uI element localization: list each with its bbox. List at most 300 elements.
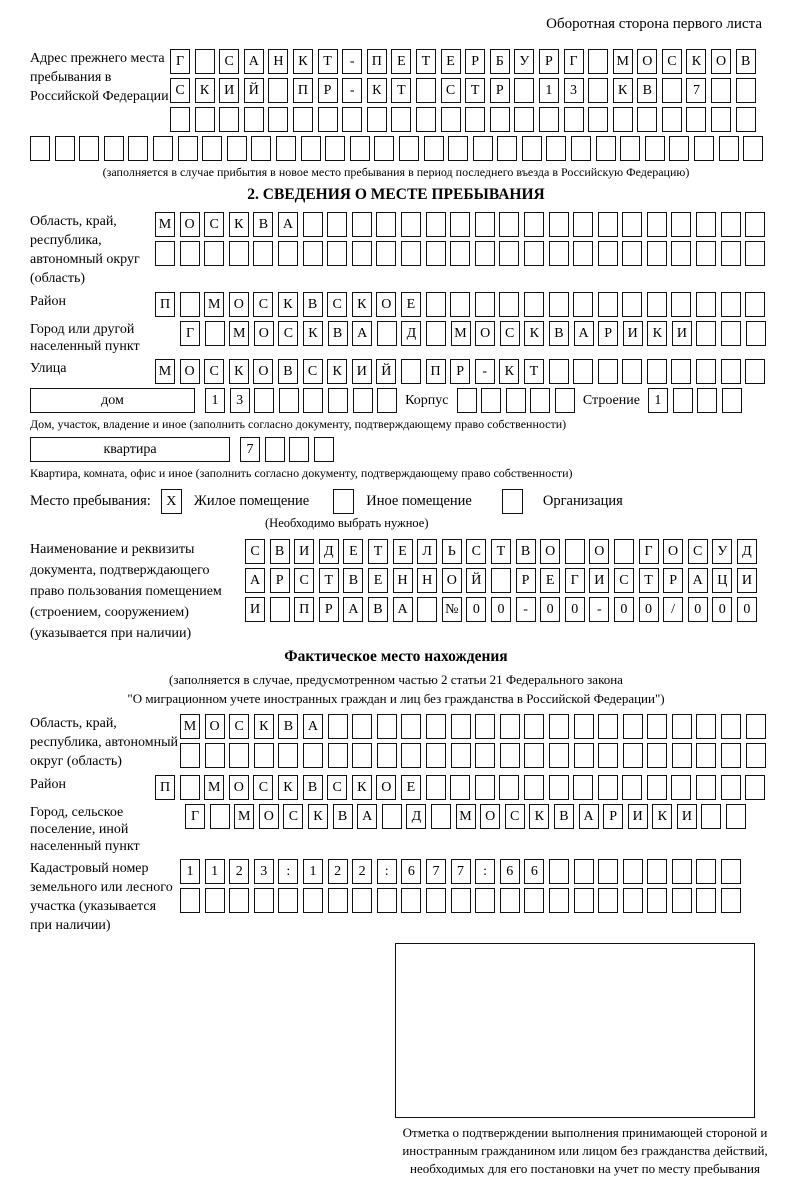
char-cell: С	[327, 292, 347, 317]
char-cell: И	[352, 359, 372, 384]
prev-address-block	[30, 49, 762, 132]
house-caption: Дом, участок, владение и иное (заполнить согласно документу, подтверждающему право собственности)	[30, 417, 567, 431]
char-cell: С	[170, 78, 190, 103]
char-cell: С	[219, 49, 239, 74]
char-cell: Р	[663, 568, 683, 593]
char-cell	[671, 775, 691, 800]
char-cell: К	[613, 78, 633, 103]
prev-address-label: Адрес прежнего места пребывания в Российской Федерации	[30, 51, 169, 104]
char-cell: О	[254, 321, 274, 346]
char-cell	[721, 714, 741, 739]
city-label: Город или другой населенный пункт	[30, 322, 140, 354]
char-cell	[721, 743, 741, 768]
char-cell	[669, 136, 689, 161]
char-cell: 0	[540, 597, 560, 622]
region-row-1	[155, 212, 765, 237]
fact-region-grid	[180, 714, 766, 768]
char-cell: М	[155, 359, 175, 384]
char-cell: К	[529, 804, 549, 829]
char-cell: В	[303, 775, 323, 800]
char-cell: В	[303, 292, 323, 317]
section2-title: 2. СВЕДЕНИЯ О МЕСТЕ ПРЕБЫВАНИЯ	[247, 186, 545, 203]
char-cell	[524, 775, 544, 800]
char-cell	[374, 136, 394, 161]
char-cell: 7	[451, 859, 471, 884]
cadastre-block	[30, 859, 762, 935]
char-cell: -	[342, 78, 362, 103]
stay-type-row	[30, 489, 762, 514]
char-cell	[178, 136, 198, 161]
char-cell	[499, 775, 519, 800]
char-cell: И	[737, 568, 757, 593]
char-cell	[229, 888, 249, 913]
stay-type-note: (Необходимо выбрать нужное)	[265, 516, 429, 530]
char-cell	[352, 888, 372, 913]
char-cell	[622, 775, 642, 800]
char-cell	[475, 714, 495, 739]
char-cell	[506, 388, 526, 413]
char-cell	[401, 888, 421, 913]
char-cell	[573, 241, 593, 266]
char-cell: Г	[180, 321, 200, 346]
char-cell	[352, 212, 372, 237]
char-cell	[711, 107, 731, 132]
char-cell: А	[393, 597, 413, 622]
char-cell: 0	[712, 597, 732, 622]
char-cell	[549, 714, 569, 739]
char-cell	[328, 743, 348, 768]
char-cell	[647, 241, 667, 266]
char-cell	[549, 292, 569, 317]
char-cell: О	[540, 539, 560, 564]
char-cell	[352, 714, 372, 739]
char-cell: К	[352, 775, 372, 800]
char-cell: К	[499, 359, 519, 384]
fact-caption-2: "О миграционном учете иностранных граждан и лиц без гражданства в Российской Федерации")	[127, 691, 665, 706]
char-cell: У	[514, 49, 534, 74]
city-row	[180, 321, 766, 346]
char-cell: Г	[185, 804, 205, 829]
char-cell	[549, 359, 569, 384]
char-cell	[279, 388, 299, 413]
char-cell	[251, 136, 271, 161]
char-cell	[500, 888, 520, 913]
char-cell	[314, 437, 334, 462]
char-cell: А	[357, 804, 377, 829]
char-cell: Г	[564, 49, 584, 74]
char-cell	[588, 107, 608, 132]
char-cell: О	[259, 804, 279, 829]
char-cell: Й	[244, 78, 264, 103]
char-cell	[219, 107, 239, 132]
char-cell: С	[294, 568, 314, 593]
char-cell	[450, 241, 470, 266]
char-cell	[721, 775, 741, 800]
char-cell: 7	[426, 859, 446, 884]
char-cell	[254, 888, 274, 913]
char-cell: Р	[539, 49, 559, 74]
char-cell	[530, 388, 550, 413]
char-cell: К	[327, 359, 347, 384]
apartment-caption: Квартира, комната, офис и иное (заполнить согласно документу, подтверждающему право собственности)	[30, 466, 573, 480]
char-cell: Р	[490, 78, 510, 103]
document-block	[30, 539, 762, 644]
char-cell	[745, 359, 765, 384]
char-cell	[524, 743, 544, 768]
char-cell: Е	[441, 49, 461, 74]
char-cell: И	[589, 568, 609, 593]
char-cell: О	[480, 804, 500, 829]
char-cell	[416, 78, 436, 103]
char-cell	[377, 714, 397, 739]
char-cell	[614, 539, 634, 564]
char-cell	[265, 437, 285, 462]
char-cell	[514, 78, 534, 103]
char-cell: С	[500, 321, 520, 346]
char-cell: С	[614, 568, 634, 593]
cadastre-row-1	[180, 859, 741, 884]
cadastre-label: Кадастровый номер земельного или лесного участка (указывается при наличии)	[30, 861, 173, 933]
char-cell	[391, 107, 411, 132]
district-row	[155, 292, 765, 317]
char-cell: 3	[254, 859, 274, 884]
char-cell: Н	[268, 49, 288, 74]
char-cell: :	[377, 859, 397, 884]
char-cell	[672, 859, 692, 884]
char-cell	[549, 859, 569, 884]
char-cell: /	[663, 597, 683, 622]
char-cell	[746, 321, 766, 346]
char-cell: 1	[303, 859, 323, 884]
char-cell	[229, 241, 249, 266]
char-cell: В	[333, 804, 353, 829]
stroenie-label: Строение	[582, 393, 640, 408]
house-box-label: дом	[30, 388, 195, 413]
char-cell: О	[205, 714, 225, 739]
stroenie-row	[648, 388, 742, 413]
document-row-1	[245, 539, 757, 564]
char-cell	[303, 212, 323, 237]
checkbox-other-premises	[333, 489, 354, 514]
char-cell	[598, 292, 618, 317]
char-cell	[524, 292, 544, 317]
char-cell: С	[466, 539, 486, 564]
char-cell: 3	[230, 388, 250, 413]
char-cell: Е	[401, 292, 421, 317]
char-cell: 3	[564, 78, 584, 103]
char-cell: А	[303, 714, 323, 739]
char-cell	[401, 714, 421, 739]
char-cell	[451, 888, 471, 913]
char-cell	[401, 743, 421, 768]
char-cell: К	[652, 804, 672, 829]
char-cell: И	[294, 539, 314, 564]
char-cell	[671, 212, 691, 237]
char-cell: М	[234, 804, 254, 829]
char-cell	[170, 107, 190, 132]
prev-address-row-1	[170, 49, 756, 74]
korpus-label: Корпус	[405, 393, 449, 408]
char-cell	[598, 241, 618, 266]
char-cell	[457, 388, 477, 413]
char-cell: П	[155, 775, 175, 800]
char-cell	[736, 78, 756, 103]
char-cell	[696, 859, 716, 884]
char-cell: С	[283, 804, 303, 829]
char-cell	[426, 743, 446, 768]
char-cell	[574, 714, 594, 739]
char-cell: С	[278, 321, 298, 346]
char-cell	[278, 888, 298, 913]
char-cell: 7	[240, 437, 260, 462]
char-cell	[598, 888, 618, 913]
char-cell	[598, 359, 618, 384]
char-cell: А	[245, 568, 265, 593]
char-cell: Р	[270, 568, 290, 593]
char-cell	[180, 888, 200, 913]
char-cell: М	[451, 321, 471, 346]
char-cell	[514, 107, 534, 132]
char-cell	[499, 241, 519, 266]
char-cell: С	[303, 359, 323, 384]
char-cell: Т	[391, 78, 411, 103]
char-cell: М	[613, 49, 633, 74]
char-cell	[465, 107, 485, 132]
char-cell	[328, 888, 348, 913]
cadastre-row-2	[180, 888, 741, 913]
char-cell	[254, 388, 274, 413]
char-cell	[721, 359, 741, 384]
prev-address-row-3	[170, 107, 756, 132]
fact-city-block	[30, 804, 762, 855]
char-cell	[327, 212, 347, 237]
stay-type-label: Место пребывания:	[30, 493, 151, 509]
char-cell: К	[195, 78, 215, 103]
char-cell: В	[253, 212, 273, 237]
char-cell: И	[219, 78, 239, 103]
char-cell: М	[180, 714, 200, 739]
char-cell: 1	[205, 388, 225, 413]
char-cell	[55, 136, 75, 161]
char-cell	[268, 78, 288, 103]
char-cell: К	[352, 292, 372, 317]
char-cell: 2	[352, 859, 372, 884]
char-cell: К	[254, 714, 274, 739]
char-cell	[289, 437, 309, 462]
char-cell: А	[579, 804, 599, 829]
char-cell	[490, 107, 510, 132]
char-cell	[382, 804, 402, 829]
char-cell	[499, 292, 519, 317]
char-cell	[647, 714, 667, 739]
char-cell	[623, 859, 643, 884]
document-grid	[245, 539, 757, 622]
char-cell: Д	[401, 321, 421, 346]
char-cell: Д	[319, 539, 339, 564]
char-cell	[746, 743, 766, 768]
char-cell	[180, 241, 200, 266]
district-block	[30, 292, 762, 317]
char-cell	[671, 292, 691, 317]
region-row-2	[155, 241, 765, 266]
char-cell	[195, 107, 215, 132]
char-cell	[696, 359, 716, 384]
char-cell: Ц	[712, 568, 732, 593]
char-cell	[598, 212, 618, 237]
char-cell	[352, 743, 372, 768]
char-cell	[128, 136, 148, 161]
char-cell: -	[516, 597, 536, 622]
char-cell	[573, 359, 593, 384]
char-cell: К	[303, 321, 323, 346]
char-cell: И	[628, 804, 648, 829]
char-cell	[671, 241, 691, 266]
char-cell	[268, 107, 288, 132]
char-cell	[565, 539, 585, 564]
char-cell: 2	[229, 859, 249, 884]
char-cell: О	[229, 292, 249, 317]
char-cell: С	[229, 714, 249, 739]
char-cell: С	[204, 359, 224, 384]
char-cell	[244, 107, 264, 132]
char-cell: 1	[539, 78, 559, 103]
char-cell	[377, 743, 397, 768]
char-cell: О	[376, 775, 396, 800]
char-cell	[328, 388, 348, 413]
char-cell: С	[204, 212, 224, 237]
char-cell: В	[637, 78, 657, 103]
char-cell	[377, 388, 397, 413]
char-cell	[574, 859, 594, 884]
char-cell: 0	[737, 597, 757, 622]
char-cell	[588, 78, 608, 103]
char-cell	[475, 888, 495, 913]
char-cell	[500, 743, 520, 768]
char-cell	[573, 292, 593, 317]
char-cell	[546, 136, 566, 161]
char-cell	[153, 136, 173, 161]
char-cell	[623, 888, 643, 913]
char-cell	[205, 888, 225, 913]
char-cell	[696, 292, 716, 317]
char-cell	[500, 714, 520, 739]
char-cell	[401, 212, 421, 237]
char-cell	[598, 714, 618, 739]
char-cell: 0	[688, 597, 708, 622]
char-cell	[573, 775, 593, 800]
char-cell	[549, 888, 569, 913]
char-cell	[451, 714, 471, 739]
char-cell: О	[711, 49, 731, 74]
prev-address-grid	[170, 49, 756, 132]
char-cell	[426, 241, 446, 266]
char-cell	[622, 292, 642, 317]
char-cell: 1	[205, 859, 225, 884]
char-cell	[79, 136, 99, 161]
char-cell	[686, 107, 706, 132]
char-cell	[622, 212, 642, 237]
char-cell	[696, 743, 716, 768]
char-cell	[475, 212, 495, 237]
char-cell: Д	[737, 539, 757, 564]
char-cell: П	[426, 359, 446, 384]
char-cell	[367, 107, 387, 132]
fact-district-row	[155, 775, 765, 800]
char-cell	[303, 388, 323, 413]
char-cell	[549, 775, 569, 800]
char-cell	[426, 775, 446, 800]
city-block	[30, 321, 762, 355]
cadastre-grid	[180, 859, 741, 913]
option-residential-label: Жилое помещение	[193, 493, 310, 509]
fact-district-block	[30, 775, 762, 800]
header-note: Оборотная сторона первого листа	[546, 16, 762, 32]
char-cell: Е	[391, 49, 411, 74]
confirmation-caption: Отметка о подтверждении выполнения принимающей стороной и иностранным гражданином или лицом без гражданства действий, необходимых для его постановки на учет по месту пребывания	[402, 1125, 768, 1176]
char-cell: Р	[598, 321, 618, 346]
char-cell	[417, 597, 437, 622]
char-cell: В	[278, 714, 298, 739]
char-cell	[450, 212, 470, 237]
char-cell	[426, 888, 446, 913]
char-cell	[377, 321, 397, 346]
char-cell: И	[623, 321, 643, 346]
char-cell	[303, 888, 323, 913]
prev-address-row-4	[30, 136, 762, 161]
char-cell	[202, 136, 222, 161]
char-cell: 2	[328, 859, 348, 884]
char-cell: В	[516, 539, 536, 564]
char-cell: П	[155, 292, 175, 317]
char-cell: Й	[376, 359, 396, 384]
char-cell	[701, 804, 721, 829]
char-cell	[571, 136, 591, 161]
char-cell: А	[343, 597, 363, 622]
char-cell	[270, 597, 290, 622]
char-cell: Ь	[442, 539, 462, 564]
char-cell: Н	[393, 568, 413, 593]
char-cell	[499, 212, 519, 237]
char-cell: Е	[540, 568, 560, 593]
char-cell	[696, 241, 716, 266]
char-cell	[598, 743, 618, 768]
option-organization-label: Организация	[542, 493, 623, 509]
char-cell: П	[294, 597, 314, 622]
char-cell	[647, 212, 667, 237]
char-cell: Т	[524, 359, 544, 384]
char-cell	[450, 292, 470, 317]
fact-caption-1: (заполняется в случае, предусмотренном частью 2 статьи 21 Федерального закона	[169, 672, 623, 687]
char-cell: 6	[524, 859, 544, 884]
char-cell	[647, 359, 667, 384]
char-cell: А	[688, 568, 708, 593]
char-cell	[205, 321, 225, 346]
char-cell: Т	[639, 568, 659, 593]
char-cell	[647, 775, 667, 800]
char-cell	[195, 49, 215, 74]
char-cell	[491, 568, 511, 593]
street-label: Улица	[30, 361, 67, 376]
street-block	[30, 359, 762, 384]
char-cell: К	[278, 775, 298, 800]
char-cell	[327, 241, 347, 266]
char-cell: 0	[614, 597, 634, 622]
char-cell	[721, 241, 741, 266]
char-cell: И	[245, 597, 265, 622]
char-cell: -	[589, 597, 609, 622]
char-cell	[672, 714, 692, 739]
char-cell	[745, 241, 765, 266]
